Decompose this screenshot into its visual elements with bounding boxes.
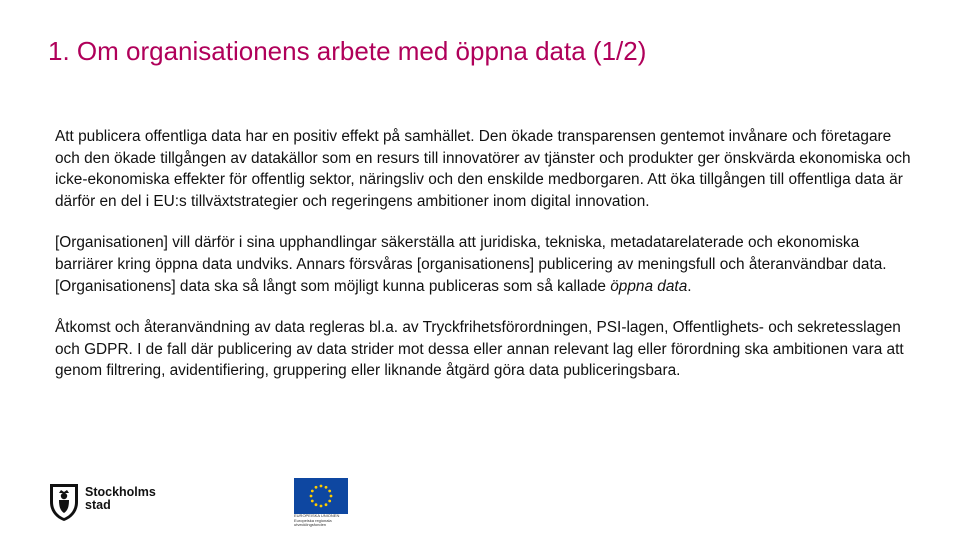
- paragraph-2-emphasis: öppna data: [610, 277, 688, 295]
- eu-caption: EUROPEISKA UNIONEN Europeiska regionala utvecklingsfonden: [294, 513, 340, 527]
- slide-title: 1. Om organisationens arbete med öppna data (1/2): [48, 36, 647, 66]
- stockholms-stad-logo: [85, 486, 156, 512]
- stockholms-stad-line-1: Stockholms: [85, 485, 156, 499]
- paragraph-2-end: .: [687, 277, 692, 295]
- paragraph-2: [55, 232, 915, 297]
- stockholm-crest-icon: [48, 480, 80, 522]
- paragraph-2-text: [Organisationen] vill därför i sina upphandlingar säkerställa att juridiska, tekniska, metadatarelaterade och ekonomiska barriärer kring öppna data undviks. Annars försvåras [organisationens] publicering av meningsfull och återanvändbar data. [Organisationens] data ska så långt som möjligt kunna publiceras som så kallade: [55, 234, 887, 295]
- eu-stars-icon: [294, 478, 348, 514]
- paragraph-1: Att publicera offentliga data har en positiv effekt på samhället. Den ökade transparensen gentemot invånare och företagare och den ökade tillgången av datakällor som en resurs till innovatörer av tjänster och produkter ger önskvärda ekonomiska och icke-ekonomiska effekter för offentlig sektor, näringsliv och den enskilde medborgaren. Att öka tillgången till offentliga data är därför en del i EU:s tillväxtstrategier och regeringens ambitioner inom digital innovation.: [55, 128, 911, 210]
- paragraph-3: Åtkomst och återanvändning av data regleras bl.a. av Tryckfrihetsförordningen, PSI-lagen, Offentlighets- och sekretesslagen och GDPR. I de fall där publicering av data strider mot dessa eller annan relevant lag eller förordning ska ambitionen vara att genom filtrering, avidentifiering, gruppering eller liknande åtgärd göra data publiceringsbara.: [55, 319, 904, 380]
- eu-logo: [294, 478, 350, 528]
- stockholms-stad-line-2: stad: [85, 498, 111, 512]
- body-text: [55, 126, 915, 402]
- eu-flag-icon: [294, 478, 348, 514]
- footer-logos: [48, 478, 368, 528]
